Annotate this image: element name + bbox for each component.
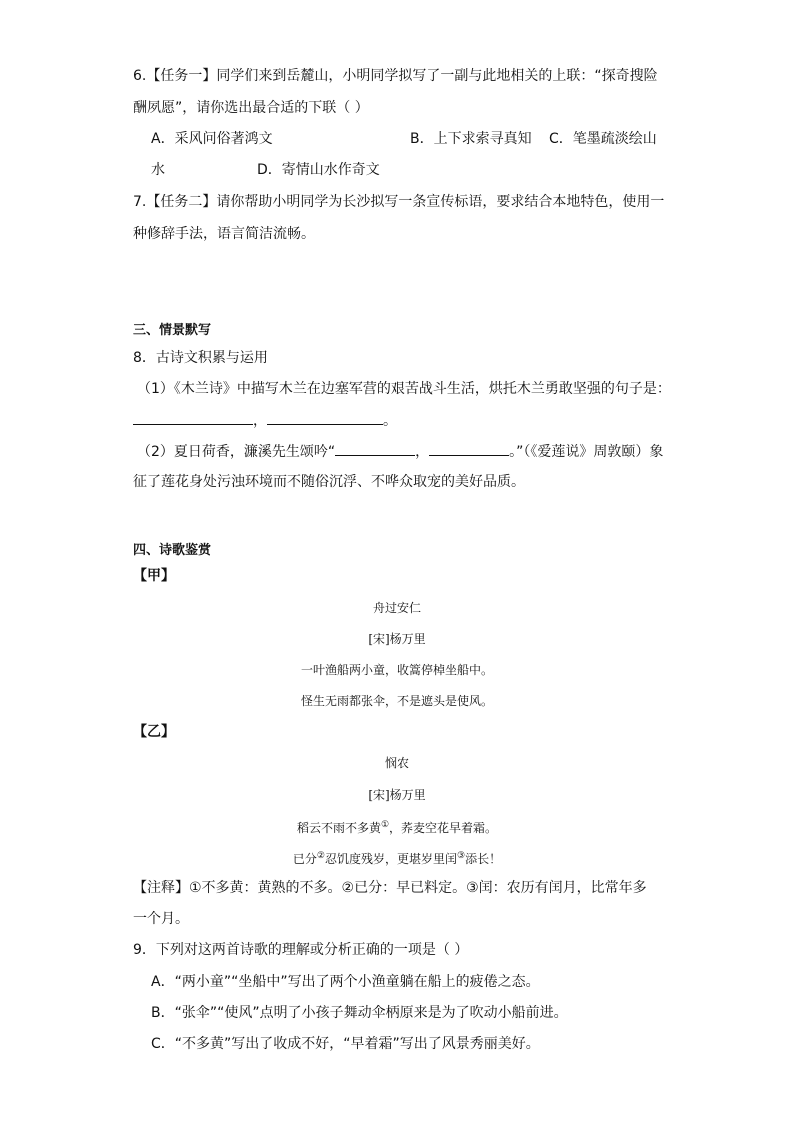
- answer-blank[interactable]: [429, 441, 509, 456]
- notes-line2: 一个月。: [133, 911, 189, 927]
- q8-title: 8．古诗文积累与运用: [133, 350, 268, 366]
- q8-part2-start: （2）夏日荷香，濂溪先生颂吟“: [137, 444, 336, 460]
- poem-b-line1-part: ，荞麦空花早着霜。: [389, 821, 498, 835]
- q9-stem: 9．下列对这两首诗歌的理解或分析正确的一项是（ ）: [133, 942, 469, 958]
- q7-line1: 7.【任务二】请你帮助小明同学为长沙拟写一条宣传标语，要求结合本地特色，使用一: [133, 194, 665, 210]
- q6-option-c[interactable]: C．笔墨疏淡绘山: [549, 131, 657, 147]
- answer-blank[interactable]: [335, 441, 415, 456]
- footnote-mark: ③: [457, 851, 466, 861]
- q8-part2-end: 。”（《爱莲说》周敦颐）象: [509, 444, 664, 460]
- poem-b-line1: [0, 816, 794, 837]
- answer-blank[interactable]: [267, 410, 383, 425]
- poem-a-label: 【甲】: [133, 568, 175, 584]
- q8-part1-line1: （1）《木兰诗》中描写木兰在边塞军营的艰苦战斗生活，烘托木兰勇敢坚强的句子是：: [137, 381, 671, 397]
- poem-b-line1-part: 稻云不雨不多黄: [296, 821, 381, 835]
- poem-b-author: [宋]杨万里: [368, 788, 426, 802]
- poem-b-title: 悯农: [384, 756, 409, 770]
- poem-b-line2-part: 已分: [292, 852, 317, 866]
- q6-option-c-wrap: 水: [151, 162, 165, 178]
- q8-part1-blanks: [133, 410, 397, 431]
- answer-blank[interactable]: [133, 410, 253, 425]
- poem-a-author: [宋]杨万里: [368, 632, 426, 646]
- poem-b-line2-part: 添长！: [465, 852, 502, 866]
- q9-option-b[interactable]: B．“张伞”“使风”点明了小孩子舞动伞柄原来是为了吹动小船前进。: [151, 1005, 568, 1021]
- q8-part1-comma: ，: [253, 413, 267, 429]
- section-4-title: 四、诗歌鉴赏: [133, 543, 212, 558]
- q6-option-d[interactable]: D．寄情山水作奇文: [257, 162, 380, 178]
- poem-b-line2: [0, 847, 794, 868]
- q9-option-c[interactable]: C．“不多黄”写出了收成不好，“早着霜”写出了风景秀丽美好。: [151, 1036, 540, 1052]
- q6-option-a[interactable]: A．采风问俗著鸿文: [151, 131, 273, 147]
- q6-line1: 6.【任务一】同学们来到岳麓山，小明同学拟写了一副与此地相关的上联：“探奇搜险: [133, 68, 658, 84]
- q9-option-a[interactable]: A．“两小童”“坐船中”写出了两个小渔童躺在船上的疲倦之态。: [151, 974, 540, 990]
- q6-line2: 酬夙愿”，请你选出最合适的下联（ ）: [133, 100, 369, 116]
- q8-part2-comma: ，: [415, 444, 430, 460]
- q7-line2: 种修辞手法，语言简洁流畅。: [133, 226, 315, 242]
- footnote-mark: ①: [380, 820, 390, 830]
- q8-part2-line2: 征了莲花身处污浊环境而不随俗沉浮、不哗众取宠的美好品质。: [133, 474, 525, 490]
- poem-b-label: 【乙】: [133, 724, 175, 740]
- poem-a-title: 舟过安仁: [372, 601, 421, 615]
- q8-part1-end: 。: [383, 413, 397, 429]
- poem-a-line1: 一叶渔船两小童，收篙停棹坐船中。: [300, 663, 493, 677]
- poem-a-line2: 怪生无雨都张伞，不是遮头是使风。: [300, 694, 493, 708]
- footnote-mark: ②: [316, 851, 325, 861]
- q8-part2-line1: [137, 441, 663, 462]
- section-3-title: 三、情景默写: [133, 323, 212, 338]
- notes-line1: 【注释】①不多黄：黄熟的不多。②已分：早已料定。③闰：农历有闰月，比常年多: [133, 880, 647, 896]
- q6-option-b[interactable]: B．上下求索寻真知: [410, 131, 532, 147]
- poem-b-line2-part: 忍饥度残岁，更堪岁里闰: [324, 852, 457, 866]
